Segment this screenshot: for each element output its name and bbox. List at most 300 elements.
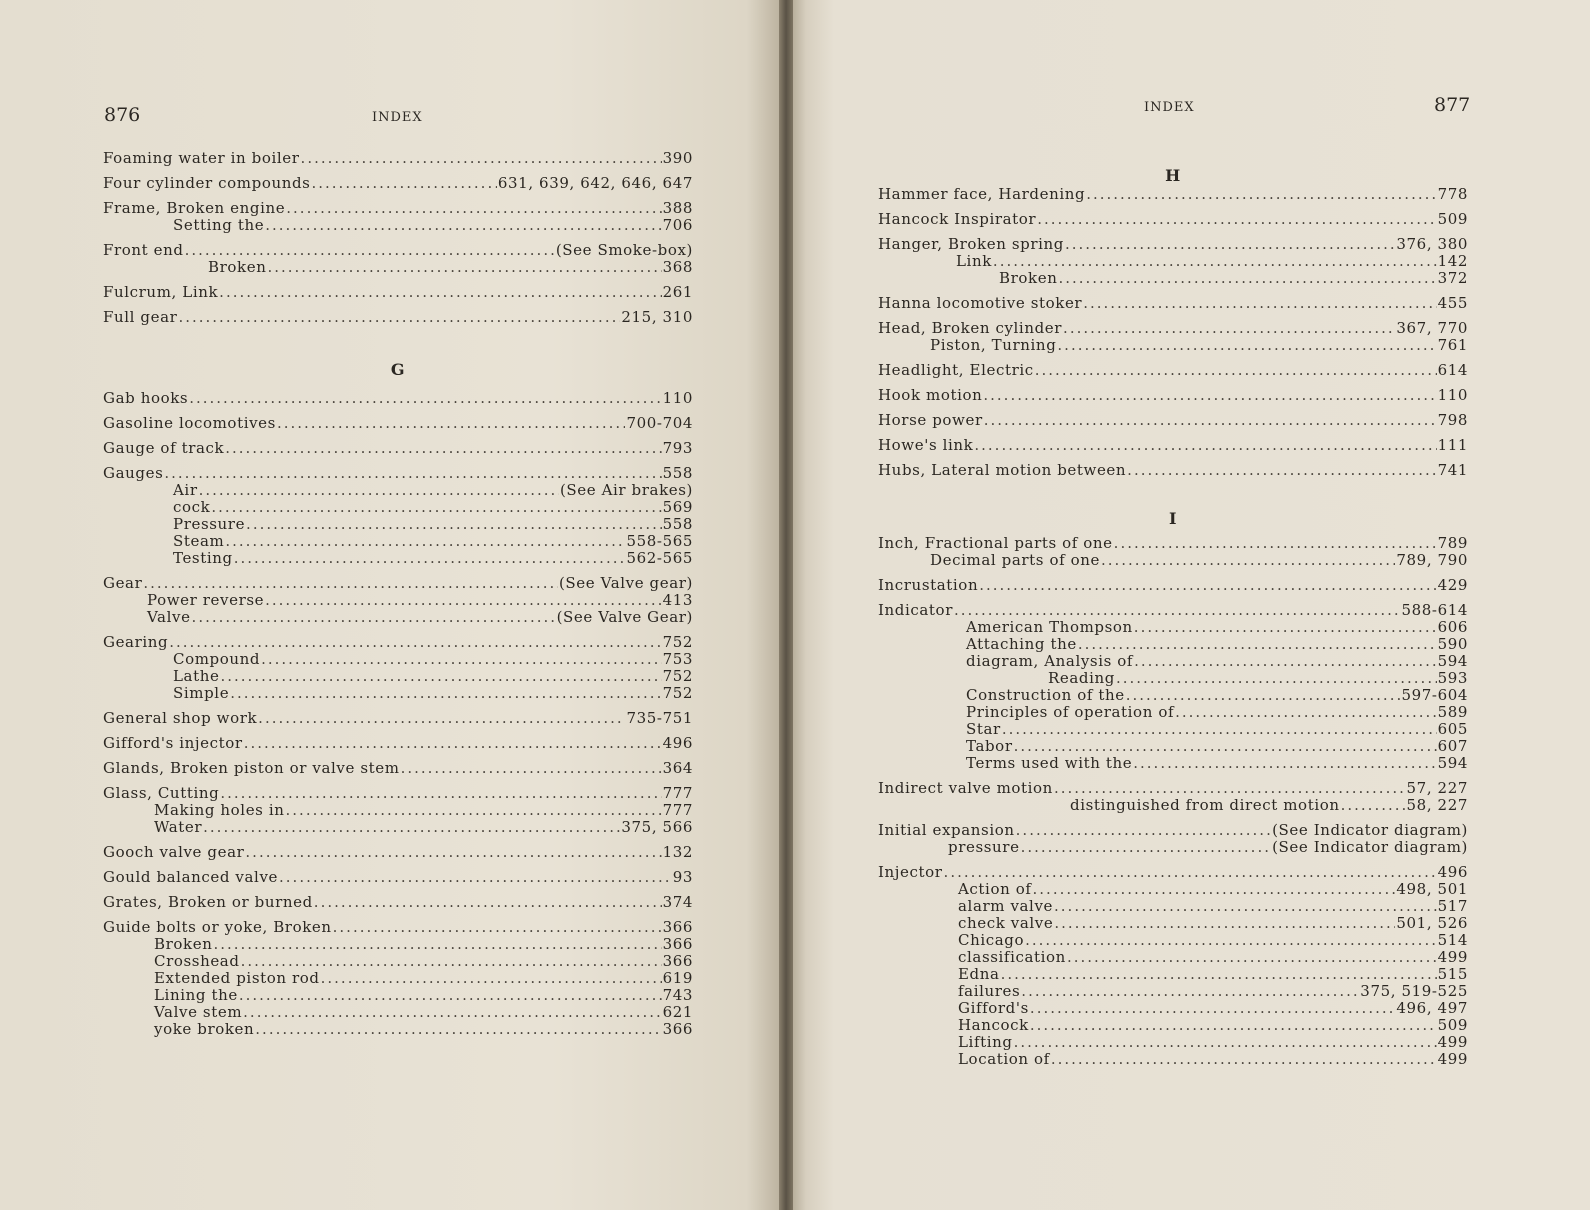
index-line	[878, 437, 1468, 454]
page-reference: 132	[662, 843, 693, 861]
index-term: Gifford's	[958, 999, 1029, 1017]
index-entry	[103, 575, 693, 626]
index-term: Lathe	[173, 667, 220, 685]
index-entry	[103, 309, 693, 326]
index-subline	[878, 687, 1468, 704]
index-subline	[878, 619, 1468, 636]
dot-leader	[279, 868, 672, 886]
index-entry	[103, 415, 693, 432]
dot-leader	[1127, 461, 1436, 479]
dot-leader	[1078, 635, 1437, 653]
dot-leader	[1175, 703, 1436, 721]
page-reference: 261	[662, 283, 693, 301]
index-entry	[103, 284, 693, 301]
page-reference: 375, 519-525	[1360, 982, 1468, 1000]
index-subline	[103, 1004, 693, 1021]
page-reference: 366	[662, 952, 693, 970]
page-reference: 372	[1437, 269, 1468, 287]
index-term: Fulcrum, Link	[103, 283, 219, 301]
dot-leader	[189, 389, 661, 407]
index-subline	[878, 1000, 1468, 1017]
index-term: Full gear	[103, 308, 178, 326]
page-number-left: 876	[104, 104, 141, 126]
page-reference: 366	[662, 935, 693, 953]
dot-leader	[265, 216, 661, 234]
index-term: Crosshead	[154, 952, 240, 970]
dot-leader	[311, 174, 496, 192]
page-reference: 594	[1437, 754, 1468, 772]
index-entry	[103, 785, 693, 836]
index-term: Head, Broken cylinder	[878, 319, 1063, 337]
page-reference: 388	[662, 199, 693, 217]
entries-f	[103, 150, 693, 326]
index-term: Broken	[208, 258, 267, 276]
index-line	[103, 634, 693, 651]
dot-leader	[277, 414, 626, 432]
dot-leader	[1134, 652, 1436, 670]
page-reference: 58, 227	[1406, 796, 1468, 814]
page-reference: 761	[1437, 336, 1468, 354]
dot-leader	[169, 633, 661, 651]
index-term: Gooch valve gear	[103, 843, 245, 861]
page-reference: (See Smoke-box)	[555, 241, 693, 259]
index-term: Hammer face, Hardening	[878, 185, 1086, 203]
dot-leader	[164, 464, 661, 482]
page-reference: 142	[1437, 252, 1468, 270]
dot-leader	[203, 818, 620, 836]
index-term: Extended piston rod	[154, 969, 320, 987]
index-line	[103, 919, 693, 936]
dot-leader	[993, 252, 1437, 270]
dot-leader	[246, 515, 662, 533]
index-entry	[103, 465, 693, 567]
dot-leader	[261, 650, 661, 668]
dot-leader	[199, 481, 559, 499]
dot-leader	[239, 986, 662, 1004]
dot-leader	[1054, 897, 1437, 915]
dot-leader	[178, 308, 620, 326]
page-reference: 700-704	[626, 414, 693, 432]
index-entry	[103, 844, 693, 861]
page-reference: (See Indicator diagram)	[1272, 821, 1468, 839]
index-line	[103, 735, 693, 752]
running-head-right: INDEX	[1144, 100, 1195, 115]
index-subline	[878, 839, 1468, 856]
index-entry	[878, 211, 1468, 228]
index-subline	[878, 1034, 1468, 1051]
page-reference: 514	[1437, 931, 1468, 949]
index-subline	[878, 898, 1468, 915]
index-term: Gasoline locomotives	[103, 414, 276, 432]
index-subline	[103, 499, 693, 516]
dot-leader	[255, 1020, 661, 1038]
index-term: Hanna locomotive stoker	[878, 294, 1083, 312]
index-column-left	[103, 150, 693, 1046]
index-term: check valve	[958, 914, 1054, 932]
index-subline	[103, 533, 693, 550]
dot-leader	[234, 549, 626, 567]
dot-leader	[974, 436, 1436, 454]
index-term: Simple	[173, 684, 230, 702]
index-line	[103, 844, 693, 861]
page-reference: 496	[662, 734, 693, 752]
book-gutter	[779, 0, 793, 1210]
page-reference: 413	[662, 591, 693, 609]
page-reference: 364	[662, 759, 693, 777]
page-reference: 499	[1437, 948, 1468, 966]
dot-leader	[301, 149, 662, 167]
index-term: Chicago	[958, 931, 1025, 949]
page-reference: 590	[1437, 635, 1468, 653]
index-term: yoke broken	[154, 1020, 255, 1038]
dot-leader	[244, 734, 662, 752]
dot-leader	[944, 863, 1437, 881]
index-entry	[103, 735, 693, 752]
page-reference: 499	[1437, 1050, 1468, 1068]
index-term: Action of	[958, 880, 1032, 898]
index-line	[878, 362, 1468, 379]
index-subline	[878, 653, 1468, 670]
index-subline	[103, 516, 693, 533]
index-term: Indirect valve motion	[878, 779, 1053, 797]
index-term: Foaming water in boiler	[103, 149, 300, 167]
index-entry	[878, 864, 1468, 1068]
index-entry	[103, 390, 693, 407]
page-reference: 735-751	[626, 709, 693, 727]
index-term: Decimal parts of one	[930, 551, 1100, 569]
page-reference: 367, 770	[1396, 319, 1468, 337]
dot-leader	[1033, 880, 1396, 898]
index-term: Air	[173, 481, 198, 499]
index-term: alarm valve	[958, 897, 1054, 915]
index-subline	[878, 932, 1468, 949]
page-reference: (See Valve Gear)	[556, 608, 693, 626]
dot-leader	[1063, 319, 1395, 337]
index-entry	[878, 462, 1468, 479]
index-subline	[878, 721, 1468, 738]
page-reference: 375, 566	[621, 818, 693, 836]
dot-leader	[333, 918, 662, 936]
index-term: Edna	[958, 965, 1000, 983]
index-entry	[103, 760, 693, 777]
dot-leader	[1341, 796, 1406, 814]
page-reference: 789	[1437, 534, 1468, 552]
page-reference: 594	[1437, 652, 1468, 670]
page-reference: 366	[662, 918, 693, 936]
index-line	[103, 390, 693, 407]
index-subline	[878, 704, 1468, 721]
index-subline	[103, 685, 693, 702]
page-reference: 562-565	[626, 549, 693, 567]
page-reference: 57, 227	[1406, 779, 1468, 797]
page-reference: 110	[662, 389, 693, 407]
index-subline	[103, 668, 693, 685]
dot-leader	[219, 283, 661, 301]
index-entry	[878, 236, 1468, 287]
index-term: Injector	[878, 863, 943, 881]
page-reference: 501, 526	[1396, 914, 1468, 932]
index-term: Hubs, Lateral motion between	[878, 461, 1127, 479]
index-term: Grates, Broken or burned	[103, 893, 313, 911]
index-subline	[103, 819, 693, 836]
dot-leader	[1114, 534, 1437, 552]
index-entry	[878, 362, 1468, 379]
dot-leader	[1016, 821, 1271, 839]
dot-leader	[401, 759, 662, 777]
index-subline	[878, 1017, 1468, 1034]
index-subline	[103, 651, 693, 668]
dot-leader	[1035, 361, 1437, 379]
dot-leader	[220, 667, 661, 685]
index-term: Hanger, Broken spring	[878, 235, 1064, 253]
page-reference: 793	[662, 439, 693, 457]
dot-leader	[241, 952, 662, 970]
right-page	[786, 0, 1590, 1210]
index-term: Gauges	[103, 464, 164, 482]
index-term: Construction of the	[966, 686, 1125, 704]
index-term: Gear	[103, 574, 143, 592]
index-term: classification	[958, 948, 1066, 966]
index-line	[103, 465, 693, 482]
dot-leader	[1057, 336, 1436, 354]
page-number-right: 877	[1434, 94, 1471, 116]
page-reference: 752	[662, 684, 693, 702]
dot-leader	[1030, 1016, 1437, 1034]
dot-leader	[192, 608, 556, 626]
index-line	[878, 387, 1468, 404]
index-column-right	[878, 140, 1468, 1076]
page-reference: 558-565	[626, 532, 693, 550]
entries-h	[878, 186, 1468, 479]
index-term: Compound	[173, 650, 261, 668]
dot-leader	[258, 709, 625, 727]
index-subline	[878, 738, 1468, 755]
page-reference: 741	[1437, 461, 1468, 479]
index-term: Front end	[103, 241, 184, 259]
index-entry	[103, 150, 693, 167]
page-reference: 743	[662, 986, 693, 1004]
page-reference: 498, 501	[1396, 880, 1468, 898]
index-line	[878, 822, 1468, 839]
index-term: Setting the	[173, 216, 265, 234]
entries-i	[878, 535, 1468, 1068]
index-entry	[103, 634, 693, 702]
page-reference: 778	[1437, 185, 1468, 203]
dot-leader	[983, 386, 1436, 404]
index-term: failures	[958, 982, 1021, 1000]
index-line	[103, 440, 693, 457]
dot-leader	[220, 784, 661, 802]
index-entry	[103, 919, 693, 1038]
index-line	[103, 785, 693, 802]
index-term: distinguished from direct motion	[1070, 796, 1340, 814]
index-subline	[878, 755, 1468, 772]
index-line	[103, 284, 693, 301]
index-line	[878, 864, 1468, 881]
page-reference: 496	[1437, 863, 1468, 881]
index-line	[878, 602, 1468, 619]
dot-leader	[1014, 737, 1437, 755]
index-line	[103, 869, 693, 886]
page-reference: 589	[1437, 703, 1468, 721]
section-letter-h: H	[1165, 166, 1181, 185]
page-reference: 390	[662, 149, 693, 167]
index-subline	[878, 983, 1468, 1000]
index-subline	[878, 552, 1468, 569]
index-term: Glass, Cutting	[103, 784, 220, 802]
index-subline	[878, 270, 1468, 287]
index-line	[103, 894, 693, 911]
page-reference: 752	[662, 667, 693, 685]
page-reference: 789, 790	[1396, 551, 1468, 569]
index-term: Valve	[147, 608, 191, 626]
index-term: American Thompson	[966, 618, 1133, 636]
page-reference: 509	[1437, 210, 1468, 228]
index-entry	[878, 412, 1468, 429]
page-reference: 706	[662, 216, 693, 234]
page-reference: 93	[672, 868, 693, 886]
page-reference: 558	[662, 464, 693, 482]
index-term: Hook motion	[878, 386, 983, 404]
index-subline	[878, 915, 1468, 932]
index-line	[878, 780, 1468, 797]
index-term: Four cylinder compounds	[103, 174, 311, 192]
dot-leader	[1116, 669, 1437, 687]
index-term: Testing	[173, 549, 233, 567]
index-term: Gab hooks	[103, 389, 189, 407]
index-subline	[103, 936, 693, 953]
page-reference: 605	[1437, 720, 1468, 738]
page-reference: 509	[1437, 1016, 1468, 1034]
dot-leader	[1134, 618, 1437, 636]
index-entry	[103, 440, 693, 457]
left-page	[0, 0, 786, 1210]
page-reference: 593	[1437, 669, 1468, 687]
index-entry	[103, 175, 693, 192]
index-entry	[878, 577, 1468, 594]
index-entry	[878, 822, 1468, 856]
index-subline	[103, 609, 693, 626]
section-letter-i: I	[1168, 509, 1178, 528]
index-term: Making holes in	[154, 801, 285, 819]
index-line	[103, 575, 693, 592]
dot-leader	[185, 241, 555, 259]
index-term: Broken	[999, 269, 1058, 287]
index-term: Howe's link	[878, 436, 974, 454]
page-reference: 110	[1437, 386, 1468, 404]
page-reference: 588-614	[1401, 601, 1468, 619]
dot-leader	[243, 1003, 661, 1021]
index-entry	[103, 894, 693, 911]
index-line	[878, 295, 1468, 312]
index-subline	[103, 802, 693, 819]
index-subline	[103, 259, 693, 276]
page-reference: 619	[662, 969, 693, 987]
index-term: Initial expansion	[878, 821, 1015, 839]
index-term: Frame, Broken engine	[103, 199, 286, 217]
index-line	[103, 175, 693, 192]
page-reference: 621	[662, 1003, 693, 1021]
index-term: Reading	[1048, 669, 1115, 687]
dot-leader	[1101, 551, 1395, 569]
page-reference: 499	[1437, 1033, 1468, 1051]
index-subline	[103, 970, 693, 987]
page-reference: 515	[1437, 965, 1468, 983]
index-entry	[103, 869, 693, 886]
index-entry	[878, 186, 1468, 203]
index-entry	[878, 602, 1468, 772]
index-subline	[103, 1021, 693, 1038]
index-line	[878, 211, 1468, 228]
dot-leader	[286, 199, 661, 217]
dot-leader	[265, 591, 661, 609]
index-term: Gifford's injector	[103, 734, 243, 752]
page-reference: 366	[662, 1020, 693, 1038]
page-reference: (See Indicator diagram)	[1272, 838, 1468, 856]
index-term: Gould balanced valve	[103, 868, 279, 886]
index-term: pressure	[948, 838, 1020, 856]
dot-leader	[954, 601, 1401, 619]
dot-leader	[314, 893, 662, 911]
index-subline	[103, 592, 693, 609]
page-reference: 631, 639, 642, 646, 647	[497, 174, 693, 192]
dot-leader	[979, 576, 1436, 594]
index-term: diagram, Analysis of	[966, 652, 1134, 670]
running-head-left: INDEX	[372, 110, 423, 125]
dot-leader	[1030, 999, 1395, 1017]
index-subline	[878, 670, 1468, 687]
page-reference: 597-604	[1401, 686, 1468, 704]
index-line	[103, 242, 693, 259]
index-term: Horse power	[878, 411, 983, 429]
dot-leader	[1002, 720, 1437, 738]
index-term: Gearing	[103, 633, 169, 651]
index-line	[103, 309, 693, 326]
page-reference: 496, 497	[1396, 999, 1468, 1017]
page-reference: 752	[662, 633, 693, 651]
dot-leader	[213, 935, 661, 953]
index-subline	[103, 987, 693, 1004]
index-term: Hancock Inspirator	[878, 210, 1037, 228]
index-term: Star	[966, 720, 1001, 738]
index-term: Location of	[958, 1050, 1050, 1068]
index-subline	[103, 550, 693, 567]
page-reference: 215, 310	[621, 308, 693, 326]
index-term: Steam	[173, 532, 225, 550]
index-term: Terms used with the	[966, 754, 1133, 772]
index-line	[878, 412, 1468, 429]
index-term: Piston, Turning	[930, 336, 1057, 354]
index-entry	[878, 320, 1468, 354]
index-subline	[878, 881, 1468, 898]
dot-leader	[1037, 210, 1436, 228]
index-line	[103, 760, 693, 777]
index-entry	[878, 387, 1468, 404]
index-term: Valve stem	[154, 1003, 243, 1021]
index-term: Link	[956, 252, 992, 270]
index-entry	[103, 200, 693, 234]
page-reference: 376, 380	[1396, 235, 1468, 253]
index-line	[878, 577, 1468, 594]
index-line	[103, 415, 693, 432]
index-subline	[878, 1051, 1468, 1068]
index-subline	[878, 966, 1468, 983]
index-line	[878, 535, 1468, 552]
page-reference: 777	[662, 784, 693, 802]
page-reference: 753	[662, 650, 693, 668]
index-subline	[878, 337, 1468, 354]
page-reference: 777	[662, 801, 693, 819]
